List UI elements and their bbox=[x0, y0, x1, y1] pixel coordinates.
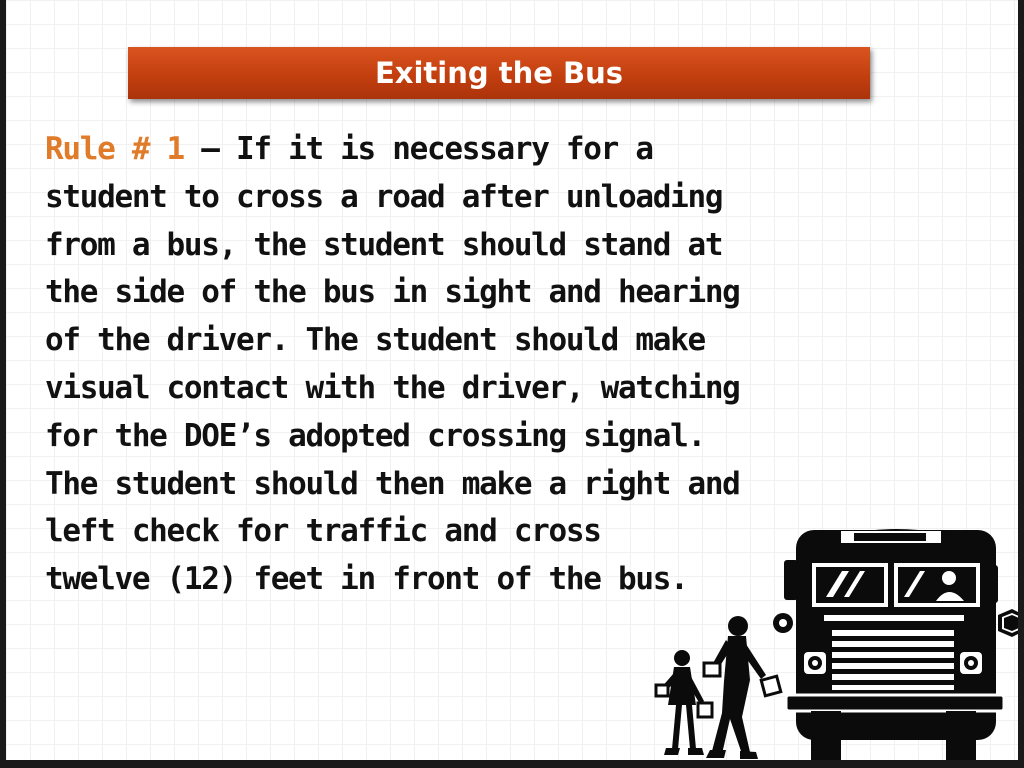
rule-label: Rule # 1 bbox=[45, 131, 184, 167]
text-line-7: for the DOE’s adopted crossing signal. bbox=[45, 417, 705, 454]
text-line-6: visual contact with the driver, watching bbox=[45, 369, 740, 406]
text-line-1 bbox=[45, 126, 895, 174]
text-line-8: The student should then make a right and bbox=[45, 465, 740, 502]
title-bar bbox=[128, 47, 870, 99]
text-line-9: left check for traffic and cross bbox=[45, 513, 601, 550]
text-line-4: the side of the bus in sight and hearing bbox=[45, 274, 740, 311]
school-bus-students-icon bbox=[646, 505, 1018, 760]
school-bus-icon bbox=[773, 529, 1018, 760]
text-line-5: of the driver. The student should make bbox=[45, 322, 705, 359]
text-line-3: from a bus, the student should stand at bbox=[45, 226, 723, 263]
text-line-10: twelve (12) feet in front of the bus. bbox=[45, 561, 688, 598]
slide-title: Exiting the Bus bbox=[374, 56, 624, 90]
rule-text-start: – If it is necessary for a bbox=[183, 131, 653, 167]
student-walking-icon bbox=[704, 616, 781, 759]
slide bbox=[6, 0, 1018, 760]
text-line-2: student to cross a road after unloading bbox=[45, 178, 723, 215]
